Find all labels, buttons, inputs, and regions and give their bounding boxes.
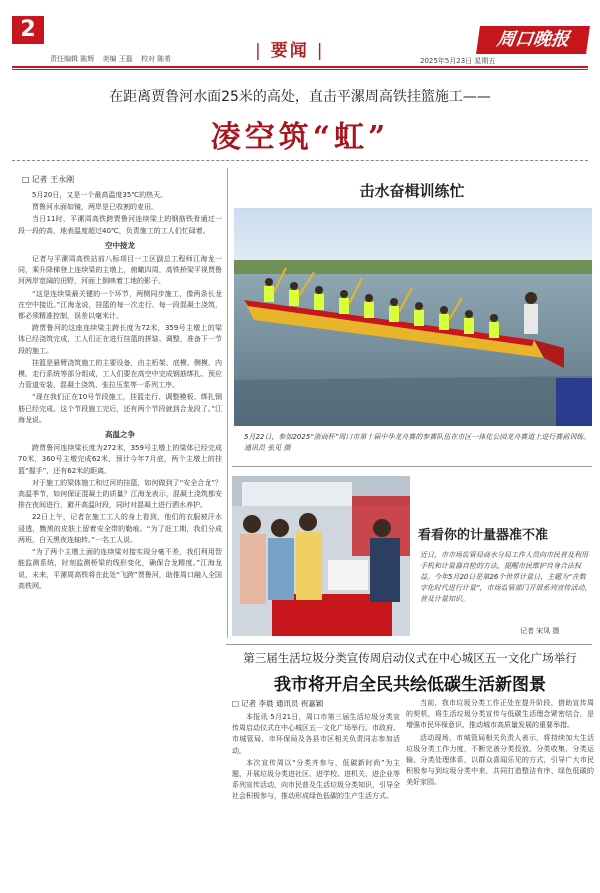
subhead: 空中接龙 [105,240,135,250]
story-kicker: 第三届生活垃圾分类宣传周启动仪式在中心城区五一文化广场举行 [243,651,577,665]
paragraph: 5月20日，又是一个最高温度35℃的热天。 [32,191,168,199]
divider [232,466,592,467]
paragraph: 本报讯 5月21日，周口市第三届生活垃圾分类宣传周启动仪式在中心城区五一文化广场举行。市政府、市城管局、市环保局及各县市区相关负责同志参加活动。 [232,713,400,755]
metering-photo [232,476,410,636]
editor-credit: 责任编辑 陈辉 [50,55,95,63]
paragraph: 跨贾鲁河的这座连续梁主跨长度为72米，359号主墩上的梁体已经浇筑完成，工人们正在进行挂篮的拼装、调整，准备下一节段的施工。 [18,324,222,355]
paragraph: 记者与平漯周高铁站前八标项目一工区副总工程师江海龙一同，乘升降梯登上连续梁的主墩上，俯瞰四周，高铁桥梁平视贾鲁河两岸宽阔的田野，河面上倒映着工地的影子。 [18,255,222,286]
paragraph: 活动现场，市城管局相关负责人表示，将持续加大生活垃圾分类工作力度，不断完善分类投放、分类收集、分类运输、分类处理体系，以群众喜闻乐见的方式，引导广大市民积极参与到垃圾分类中来，共同打造整洁有序、绿色低碳的美好家园。 [406,733,594,787]
paragraph: 当日11时，平漯周高铁跨贾鲁河连续梁上的钢筋铁骨通过一段一段的高，地表温度超过40℃，负责施工的工人们忙碌着。 [18,215,222,235]
story-byline: □ 记者 李晨 通讯员 祝嘉颖 [232,698,323,709]
metering-illustration [232,476,410,636]
paragraph: 贾鲁河水面如镜，两岸是已收割的麦田。 [32,203,158,212]
paragraph: 挂篮是悬臂浇筑施工的主要设备，由主桁架、底模、侧模、内模、走行系统等部分组成，工人们要在高空中完成钢筋绑扎、预应力管道安装、混凝土浇筑、张拉压浆等一系列工序。 [18,358,222,390]
story-body: 近日，市市场监管局商水分局工作人员向市民普及利用手机和计量器自检的方法，提醒市民维护自身合法权益。今年5月20日是第26个世界计量日，主题为“在数字化时代进行计量”，市场监管部门开展系列宣传活动，普及计量知识。 [420,551,592,603]
proofreader-credit: 校对 陈希 [140,55,172,63]
dragon-boat-illustration [234,208,592,426]
paragraph: 22日上午，记者在施工工人的身上看到，他们的衣服被汗水浸透，黝黑的皮肤上留着安全带的勒痕。“为了赶工期，我们分成两班，白天黑夜连轴转。”一名工人说。 [18,513,222,544]
lead-kicker: 在距离贾鲁河水面25米的高处，直击平漯周高铁挂篮施工—— [109,89,491,105]
paragraph: 对于施工的梁体施工和过河的挂篮，如何做到了“安全合龙”？高温季节，如何保证混凝土的质量？江海龙表示，混凝土浇筑都安排在夜间进行，避开高温时段，同时对混凝土进行洒水养护。 [18,478,222,510]
page-number: 2 [12,16,44,44]
photo-credit: 记者 宋凤 摄 [520,627,560,635]
designer-credit: 美编 王磊 [102,55,133,63]
story-title: 看看你的计量器准不准 [418,528,549,543]
lead-body [18,190,222,880]
paragraph: 跨贾鲁河连续梁长度为272米，359号主墩上的梁体已经完成70米，360号主墩完成62米，预计今年7月底，两个主墩上的挂篮“握手”，还有62米的距离。 [18,444,222,475]
newspaper-logo: 周口晚报 [476,26,590,54]
paragraph: 当前，我市垃圾分类工作正处在提升阶段，借助宣传周的契机，将生活垃圾分类宣传与低碳生活理念紧密结合，是增强市民环保意识、推动城市高质量发展的重要举措。 [406,699,594,730]
paragraph: 本次宣传周以“分类齐参与，低碳新时尚”为主题，开展垃圾分类进社区、进学校、进机关、进企业等系列宣传活动，向市民普及生活垃圾分类知识，引导全社会积极参与，推动形成绿色低碳的生产生活方式。 [232,758,400,801]
editor-credits [50,54,177,64]
column-divider [227,168,228,638]
photo-caption: 5月22日，参加2025“浙商杯”周口市第十届中华龙舟赛的参赛队伍在市区一体化公园龙舟赛道上进行赛前训练。通讯员 张见 摄 [244,433,591,452]
divider [226,644,592,645]
dragon-boat-photo [234,208,592,426]
lead-headline: 凌空筑“虹” [210,120,390,155]
masthead-rule-thin [12,69,588,70]
lead-byline: □ 记者 王永刚 [22,174,74,185]
masthead-rule [12,66,588,68]
issue-date: 2025年5月23日 星期五 [420,57,496,65]
subhead: 高温之争 [105,430,135,440]
photo-title: 击水奋楫训练忙 [359,182,465,200]
story-body-right [406,698,594,882]
paragraph: “为了两个主墩上面的连续梁对接实现分毫不差，我们利用智能监测系统，时刻监测桥梁的线形变化，确保合龙精度。”江海龙说，未来，平漯周高铁将在此处“飞跨”贾鲁河，助推周口融入全国高铁网。 [18,548,222,590]
divider [12,160,588,161]
story-body-left [232,712,400,882]
paragraph: “这是连续梁最关键的一个环节，两侧同步施工，像两条长龙在空中接近。”江海龙说，挂篮的每一次走行、每一段混凝土浇筑，都必须精准控制，误差以毫米计。 [18,289,222,321]
paragraph: “现在我们正在10号节段施工，挂篮走行、调整模板、绑扎钢筋已经完成。这个节段施工完后，还有两个节段就到合龙段了。”江海龙说。 [18,393,222,424]
section-label: | 要闻 | [255,36,324,61]
story-headline: 我市将开启全民共绘低碳生活新图景 [274,675,546,695]
